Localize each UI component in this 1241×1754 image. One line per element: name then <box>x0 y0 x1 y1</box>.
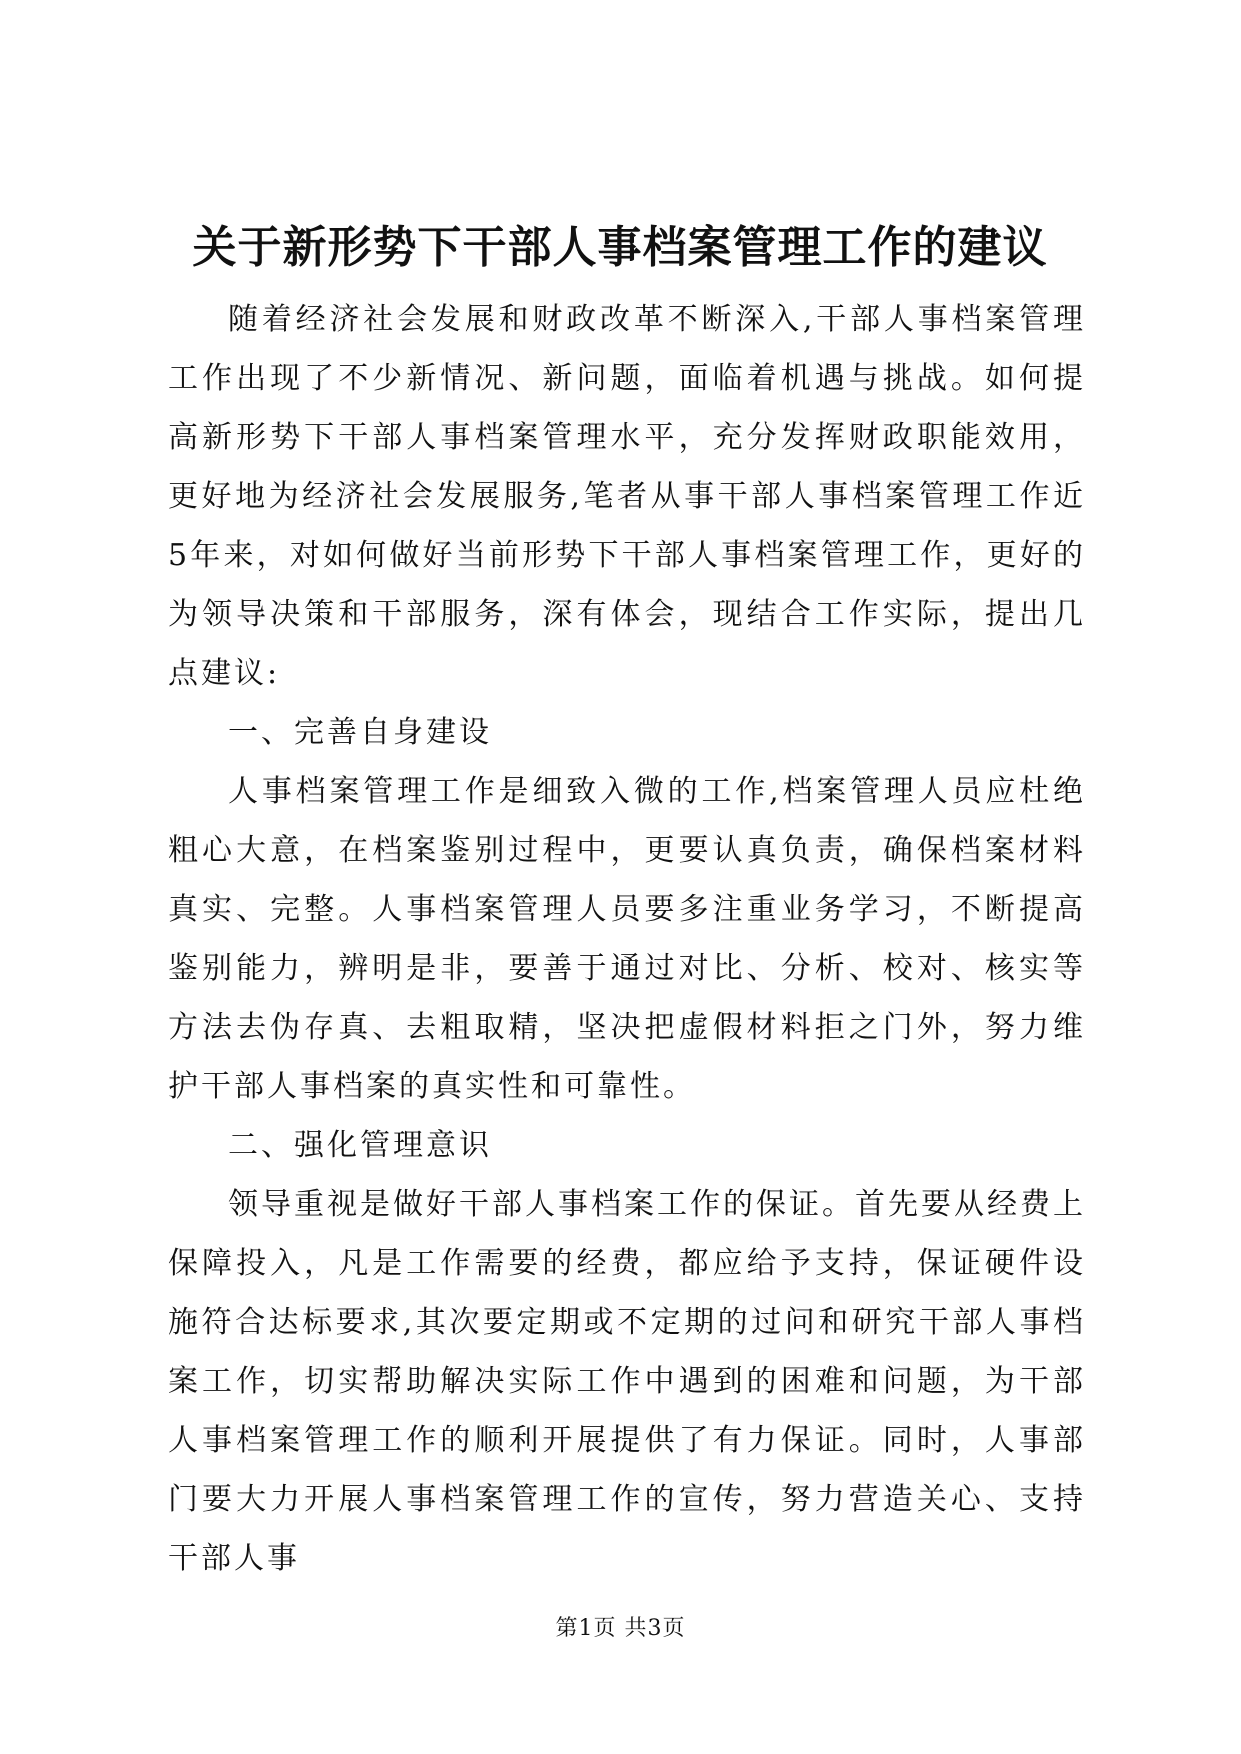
paragraph-section-1: 人事档案管理工作是细致入微的工作,档案管理人员应杜绝粗心大意，在档案鉴别过程中，更要认真负责，确保档案材料真实、完整。人事档案管理人员要多注重业务学习，不断提高鉴别能力，辨明是非，要善于通过对比、分析、校对、核实等方法去伪存真、去粗取精，坚决把虚假材料拒之门外，努力维护干部人事档案的真实性和可靠性。 <box>168 774 1086 1104</box>
paragraph-section-2: 领导重视是做好干部人事档案工作的保证。首先要从经费上保障投入，凡是工作需要的经费，都应给予支持，保证硬件设施符合达标要求,其次要定期或不定期的过问和研究干部人事档案工作，切实帮助解决实际工作中遇到的困难和问题，为干部人事档案管理工作的顺利开展提供了有力保证。同时，人事部门要大力开展人事档案管理工作的宣传，努力营造关心、支持干部人事 <box>168 1187 1086 1576</box>
section-heading-1: 一、完善自身建设 <box>228 715 492 750</box>
section-heading-2: 二、强化管理意识 <box>228 1128 492 1163</box>
paragraph-intro: 随着经济社会发展和财政改革不断深入,干部人事档案管理工作出现了不少新情况、新问题，面临着机遇与挑战。如何提高新形势下干部人事档案管理水平，充分发挥财政职能效用，更好地为经济社会发展服务,笔者从事干部人事档案管理工作近5年来，对如何做好当前形势下干部人事档案管理工作，更好的为领导决策和干部服务，深有体会，现结合工作实际，提出几点建议: <box>168 302 1086 691</box>
document-body <box>168 290 1086 1588</box>
page-footer: 第1页 共3页 <box>555 1616 686 1641</box>
page-title: 关于新形势下干部人事档案管理工作的建议 <box>192 222 1048 273</box>
